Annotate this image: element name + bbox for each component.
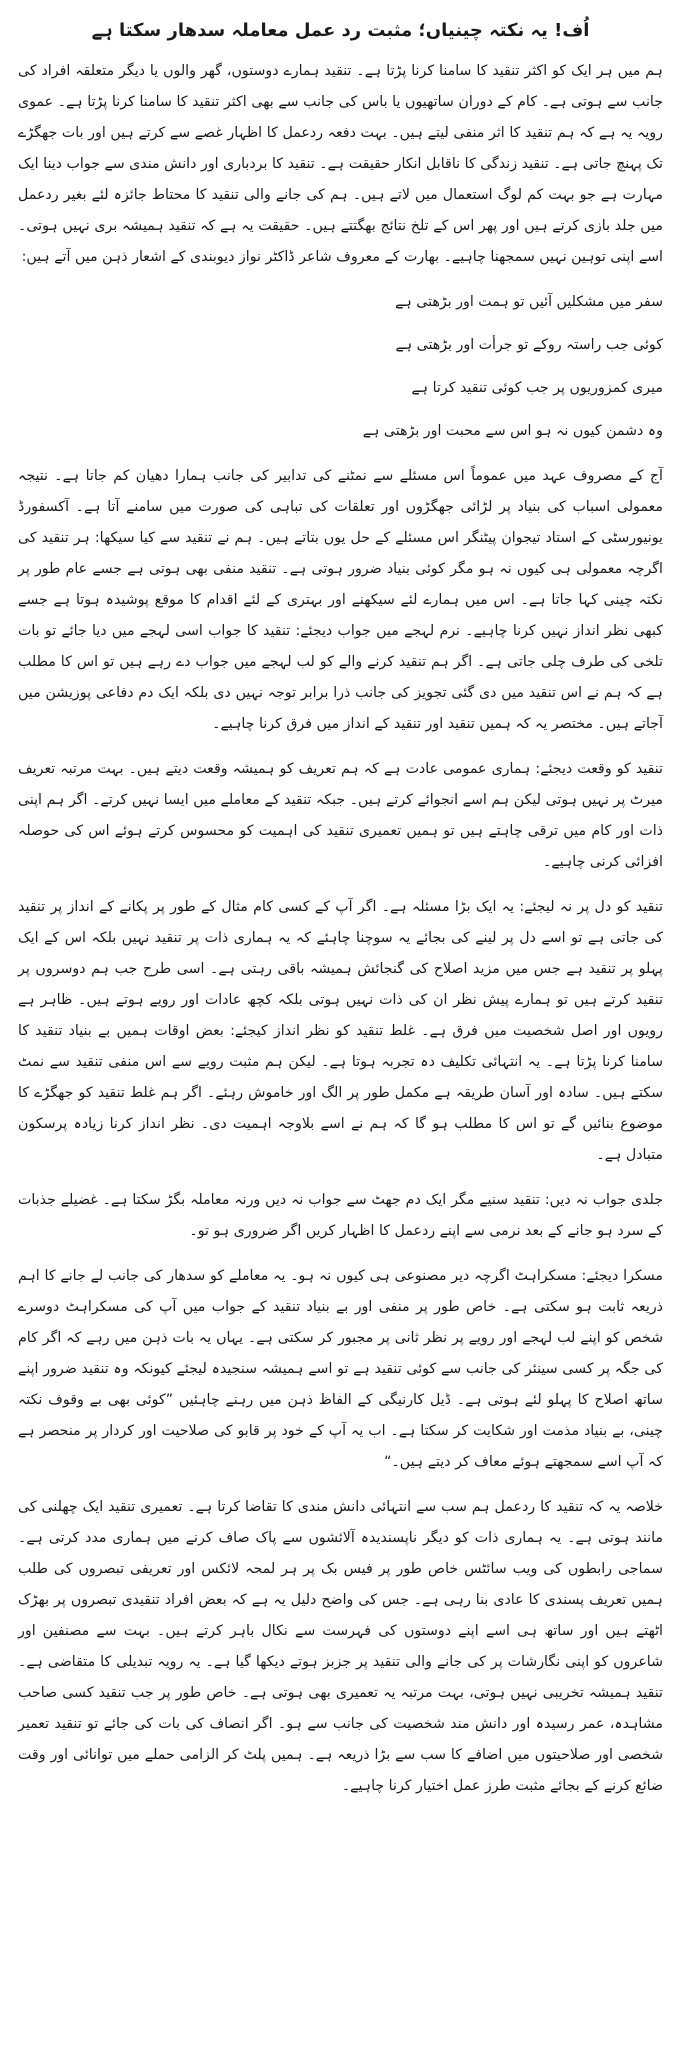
article-paragraph: خلاصہ یہ کہ تنقید کا ردعمل ہم سب سے انتہائی دانش مندی کا تقاضا کرتا ہے۔ تعمیری تنقید ایک چھلنی کی مانند ہوتی ہے۔ یہ ہماری ذات کو دیگر ناپسندیدہ آلائشوں سے پاک صاف کرنے میں ہماری مدد کرتی ہے۔ سماجی رابطوں کی ویب سائٹس خاص طور پر فیس بک پر ہر لمحہ لائکس اور تعریفی تبصروں کی طلب ہمیں تعریف پسندی کا عادی بنا رہی ہے۔ جس کی واضح دلیل یہ ہے کہ بعض افراد تنقیدی تبصروں پر بھڑک اٹھتے ہیں اور ساتھ ہی اسے اپنے دوستوں کی فہرست سے نکال باہر کرتے ہیں۔ بہت سے مصنفین اور شاعروں کو اپنی نگارشات پر کی جانے والی تنقید پر جزبز ہوتے دیکھا گیا ہے۔ یہ رویہ تبدیلی کا متقاضی ہے۔ تنقید ہمیشہ تخریبی نہیں ہوتی، بہت مرتبہ یہ تعمیری بھی ہوتی ہے۔ خاص طور پر جب تنقید کسی صاحب مشاہدہ، عمر رسیدہ اور دانش مند شخصیت کی جانب سے ہو۔ اگر انصاف کی بات کی جائے تو تنقید تعمیر شخصی اور صلاحیتوں میں اضافے کا سب سے بڑا ذریعہ ہے۔ ہمیں پلٹ کر الزامی حملے میں توانائی اور وقت ضائع کرنے کے بجائے مثبت طرز عمل اختیار کرنا چاہیے۔ bbox=[18, 1499, 663, 1794]
article-title: اُف! یہ نکتہ چینیاں؛ مثبت رد عمل معاملہ سدھار سکتا ہے bbox=[91, 20, 590, 41]
poem-verses bbox=[18, 287, 663, 447]
poem-verse: سفر میں مشکلیں آئیں تو ہمت اور بڑھتی ہے bbox=[395, 294, 663, 310]
article-paragraph: آج کے مصروف عہد میں عموماً اس مسئلے سے نمٹنے کی تدابیر کی جانب ہمارا دھیان کم جاتا ہے۔ نتیجہ معمولی اسباب کی بنیاد پر لڑائی جھگڑوں اور تعلقات کی تباہی کی صورت میں سامنے آتا ہے۔ آکسفورڈ یونیورسٹی کے استاد تیجوان پیٹنگر اس مسئلے کے حل یوں بتاتے ہیں۔ ہم نے تنقید سے کیا سیکھا: ہر تنقید کی اگرچہ معمولی ہی کیوں نہ ہو مگر کوئی بنیاد ضرور ہوتی ہے۔ تنقید منفی بھی ہوتی ہے جسے عام طور پر نکتہ چینی کہا جاتا ہے۔ اس میں ہمارے لئے سیکھنے اور بہتری کے لئے اقدام کا موقع پوشیدہ ہوتا ہے جسے کبھی نظر انداز نہیں کرنا چاہیے۔ نرم لہجے میں جواب دیجئے: تنقید کا جواب اسی لہجے میں دیا جائے تو بات تلخی کی طرف چلی جاتی ہے۔ اگر ہم تنقید کرنے والے کو لب لہجے میں جواب دے رہے ہیں تو اس کا مطلب ہے کہ ہم نے اس تنقید میں دی گئی تجویز کی جانب ذرا برابر توجہ نہیں دی بلکہ ایک دم دفاعی پوزیشن میں آجاتے ہیں۔ مختصر یہ کہ ہمیں تنقید اور تنقید کے انداز میں فرق کرنا چاہیے۔ bbox=[18, 468, 663, 732]
article-paragraph: تنقید کو وقعت دیجئے: ہماری عمومی عادت ہے کہ ہم تعریف کو ہمیشہ وقعت دیتے ہیں۔ بہت مرتبہ تعریف میرٹ پر نہیں ہوتی لیکن ہم اسے انجوائے کرتے ہیں۔ جبکہ تنقید کے معاملے میں ایسا نہیں کرتے۔ اگر ہم اپنی ذات اور کام میں ترقی چاہتے ہیں تو ہمیں تعمیری تنقید کی اہمیت کو محسوس کرتے ہوئے اس کی حوصلہ افزائی کرنی چاہیے۔ bbox=[18, 761, 663, 870]
article-paragraph: ہم میں ہر ایک کو اکثر تنقید کا سامنا کرنا پڑتا ہے۔ تنقید ہمارے دوستوں، گھر والوں یا دیگر متعلقہ افراد کی جانب سے ہوتی ہے۔ کام کے دوران ساتھیوں یا باس کی جانب سے بھی اکثر تنقید کا سامنا کرنا پڑتا ہے۔ عموی رویہ یہ ہے کہ ہم تنقید کا اثر منفی لیتے ہیں۔ بہت دفعہ ردعمل کا اظہار غصے سے کرتے ہیں اور بات جھگڑے تک پہنچ جاتی ہے۔ تنقید زندگی کا ناقابل انکار حقیقت ہے۔ تنقید کا بردباری اور دانش مندی سے جواب دینا ایک مہارت ہے جو بہت کم لوگ استعمال میں لاتے ہیں۔ ہم کی جانے والی تنقید کا محتاط جائزہ لئے بغیر ردعمل میں جلد بازی کرتے ہیں اور پھر اس کے تلخ نتائج بھگتتے ہیں۔ حقیقت یہ ہے کہ تنقید ہمیشہ بری نہیں ہوتی۔ اسے اپنی توہین نہیں سمجھنا چاہیے۔ بھارت کے معروف شاعر ڈاکٹر نواز دیوبندی کے اشعار ذہن میں آتے ہیں: bbox=[18, 63, 663, 265]
article-paragraph: تنقید کو دل پر نہ لیجئے: یہ ایک بڑا مسئلہ ہے۔ اگر آپ کے کسی کام مثال کے طور پر پکانے کے انداز پر تنقید کی جاتی ہے تو اسے دل پر لینے کی بجائے یہ سوچنا چاہئے کہ یہ ہماری ذات پر تنقید نہیں بلکہ اس کے ایک پہلو پر تنقید ہے جس میں مزید اصلاح کی گنجائش ہمیشہ باقی رہتی ہے۔ اسی طرح جب ہم دوسروں پر تنقید کرتے ہیں تو ہمارے پیش نظر ان کی ذات نہیں ہوتی بلکہ کچھ عادات اور رویے ہوتے ہیں۔ ظاہر ہے رویوں اور اصل شخصیت میں فرق ہے۔ غلط تنقید کو نظر انداز کیجئے: بعض اوقات ہمیں بے بنیاد تنقید کا سامنا کرنا پڑتا ہے۔ یہ انتہائی تکلیف دہ تجربہ ہوتا ہے۔ لیکن ہم مثبت رویے سے اس منفی تنقید سے نمٹ سکتے ہیں۔ سادہ اور آسان طریقہ ہے مکمل طور پر الگ اور خاموش رہئے۔ اگر ہم غلط تنقید کو جھگڑے کا موضوع بنائیں گے تو اس کا مطلب ہو گا کہ ہم نے اسے بلاوجہ اہمیت دی۔ نظر انداز کرنا زیادہ پرسکون متبادل ہے۔ bbox=[18, 899, 663, 1163]
poem-verse: وہ دشمن کیوں نہ ہو اس سے محبت اور بڑھتی ہے bbox=[362, 423, 663, 439]
poem-verse: میری کمزوریوں پر جب کوئی تنقید کرتا ہے bbox=[411, 380, 663, 396]
poem-verse: کوئی جب راستہ روکے تو جرأت اور بڑھتی ہے bbox=[395, 337, 663, 353]
article-paragraph: مسکرا دیجئے: مسکراہٹ اگرچہ دیر مصنوعی ہی کیوں نہ ہو۔ یہ معاملے کو سدھار کی جانب لے جانے کا اہم ذریعہ ثابت ہو سکتی ہے۔ خاص طور پر منفی اور بے بنیاد تنقید کے جواب میں آپ کی مسکراہٹ دوسرے شخص کو اپنے لب لہجے اور رویے پر نظر ثانی پر مجبور کر سکتی ہے۔ یہاں یہ بات ذہن میں رہے کہ اگر کام کی جگہ پر کسی سینئر کی جانب سے کوئی تنقید ہے تو اسے ہمیشہ سنجیدہ لیجئے کیونکہ وہ تنقید ضرور اپنے ساتھ اصلاح کا پہلو لئے ہوتی ہے۔ ڈیل کارنیگی کے الفاظ ذہن میں رہنے چاہئیں ”کوئی بھی بے وقوف نکتہ چینی، بے بنیاد مذمت اور شکایت کر سکتا ہے۔ اب یہ آپ کے خود پر قابو کی صلاحیت اور کردار پر منحصر ہے کہ آپ اسے سمجھتے ہوئے معاف کر دیتے ہیں۔“ bbox=[18, 1268, 663, 1470]
article-paragraph: جلدی جواب نہ دیں: تنقید سنیے مگر ایک دم جھٹ سے جواب نہ دیں ورنہ معاملہ بگڑ سکتا ہے۔ غضیلے جذبات کے سرد ہو جانے کے بعد نرمی سے اپنے ردعمل کا اظہار کریں اگر ضروری ہو تو۔ bbox=[18, 1192, 663, 1239]
